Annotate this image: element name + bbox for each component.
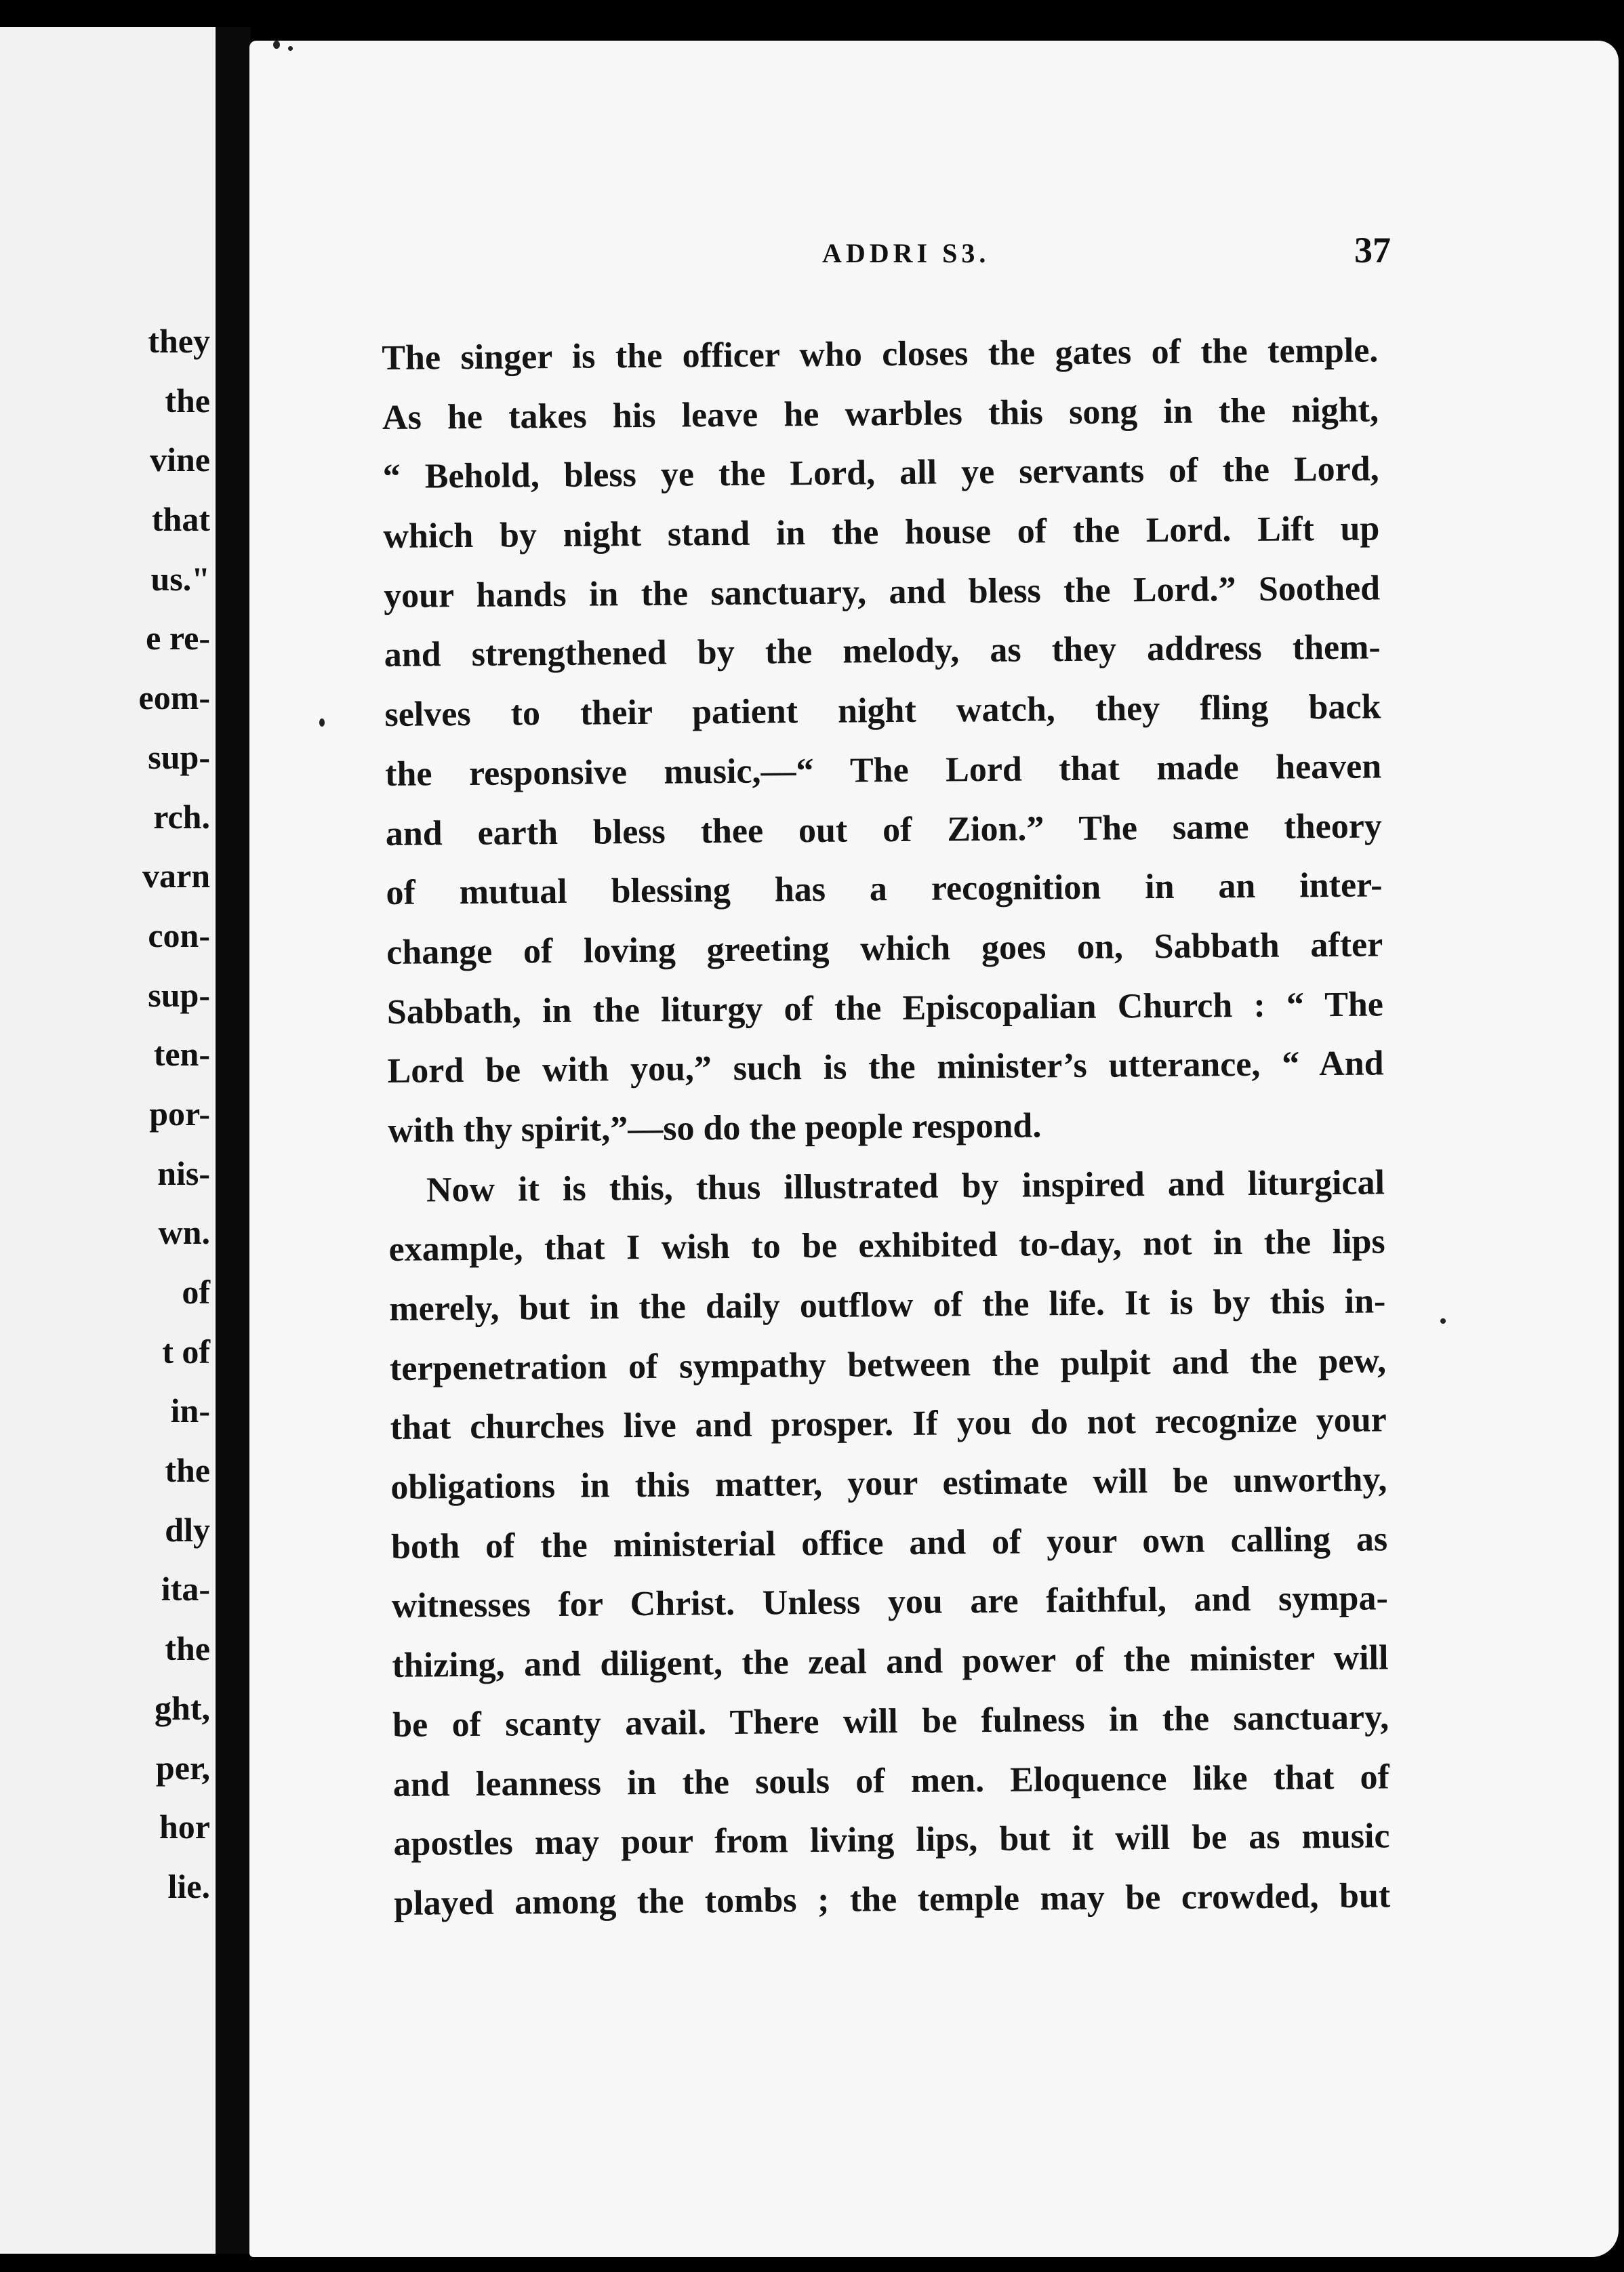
left-page-line: varn (142, 857, 210, 895)
text-line: apostles may pour from living lips, but it will be as music (393, 1817, 1390, 1864)
left-page-line: t of (162, 1332, 210, 1371)
text-line: terpenetration of sympathy between the pulpit and the pew, (389, 1341, 1387, 1388)
text-line: the responsive music,—“ The Lord that made heaven (384, 747, 1382, 794)
left-page-line: hor (159, 1808, 210, 1846)
left-page-line: wn. (158, 1213, 210, 1252)
text-line: your hands in the sanctuary, and bless the Lord.” Soothed (383, 569, 1381, 615)
left-page-line: vine (150, 441, 210, 479)
text-line: The singer is the officer who closes the gates of the temple. (382, 331, 1379, 378)
book-gutter (216, 27, 251, 2254)
print-speck (273, 41, 280, 49)
text-line: Now it is this, thus illustrated by inspired and liturgical (426, 1163, 1385, 1210)
left-page-line: the (165, 1629, 210, 1668)
text-line: Lord be with you,” such is the minister’s utterance, “ And (387, 1044, 1384, 1091)
text-line: merely, but in the daily outflow of the life. It is by this in- (389, 1282, 1386, 1328)
left-page-text (0, 312, 216, 1917)
body-text (382, 321, 1391, 1933)
left-page-line: that (151, 500, 210, 539)
left-page-fragment (0, 27, 216, 2254)
left-page-line: the (165, 381, 210, 420)
text-line: played among the tombs ; the temple may be crowded, but (394, 1876, 1391, 1923)
book-page (249, 41, 1619, 2257)
left-page-line: sup- (148, 975, 210, 1014)
left-page-line: ten- (153, 1035, 210, 1074)
left-page-line: of (182, 1273, 210, 1311)
left-page-line: sup- (148, 737, 210, 776)
text-line: “ Behold, bless ye the Lord, all ye servants of the Lord, (382, 449, 1379, 497)
left-page-line: lie. (167, 1867, 210, 1905)
text-line: with thy spirit,”—so do the people respond. (388, 1106, 1042, 1150)
print-speck (319, 718, 325, 727)
text-line: that churches live and prosper. If you do not recognize your (390, 1400, 1387, 1448)
left-page-line: the (165, 1451, 210, 1490)
left-page-line: eom- (138, 678, 210, 717)
text-line: which by night stand in the house of the Lord. Lift up (383, 509, 1380, 556)
print-speck (288, 46, 293, 51)
left-page-line: por- (149, 1094, 210, 1133)
left-page-line: us." (150, 559, 210, 598)
running-head-title: ADDRI S3. (822, 238, 990, 268)
text-line: be of scanty avail. There will be fulness in the sanctuary, (392, 1698, 1389, 1745)
page-number: 37 (1354, 230, 1391, 270)
left-page-line: they (148, 322, 210, 360)
text-line: thizing, and diligent, the zeal and power of the minister will (392, 1638, 1389, 1686)
text-line: witnesses for Christ. Unless you are faithful, and sympa- (391, 1579, 1388, 1626)
left-page-line: per, (155, 1748, 210, 1787)
text-line: of mutual blessing has a recognition in an inter- (386, 866, 1383, 913)
text-line: selves to their patient night watch, they fling back (384, 687, 1381, 735)
left-page-line: nis- (157, 1154, 210, 1192)
text-line: As he takes his leave he warbles this song in the night, (382, 390, 1379, 437)
left-page-line: dly (165, 1510, 210, 1549)
text-line: obligations in this matter, your estimate will be unworthy, (390, 1460, 1387, 1507)
text-line: Sabbath, in the liturgy of the Episcopalian Church : “ The (386, 984, 1384, 1032)
left-page-line: ght, (155, 1688, 210, 1727)
text-line: and leanness in the souls of men. Eloquence like that of (392, 1757, 1390, 1804)
left-page-line: ita- (161, 1570, 210, 1608)
print-speck (1440, 1318, 1446, 1324)
text-line: and earth bless thee out of Zion.” The same theory (385, 806, 1383, 853)
text-line: both of the ministerial office and of your own calling as (390, 1520, 1388, 1566)
text-line: and strengthened by the melody, as they address them- (384, 628, 1381, 675)
left-page-line: in- (170, 1392, 210, 1430)
left-page-line: con- (148, 916, 210, 954)
text-line: change of loving greeting which goes on, Sabbath after (386, 925, 1383, 972)
left-page-line: rch. (153, 797, 210, 836)
text-line: example, that I wish to be exhibited to-day, not in the lips (388, 1222, 1385, 1270)
left-page-line: e re- (146, 619, 210, 657)
